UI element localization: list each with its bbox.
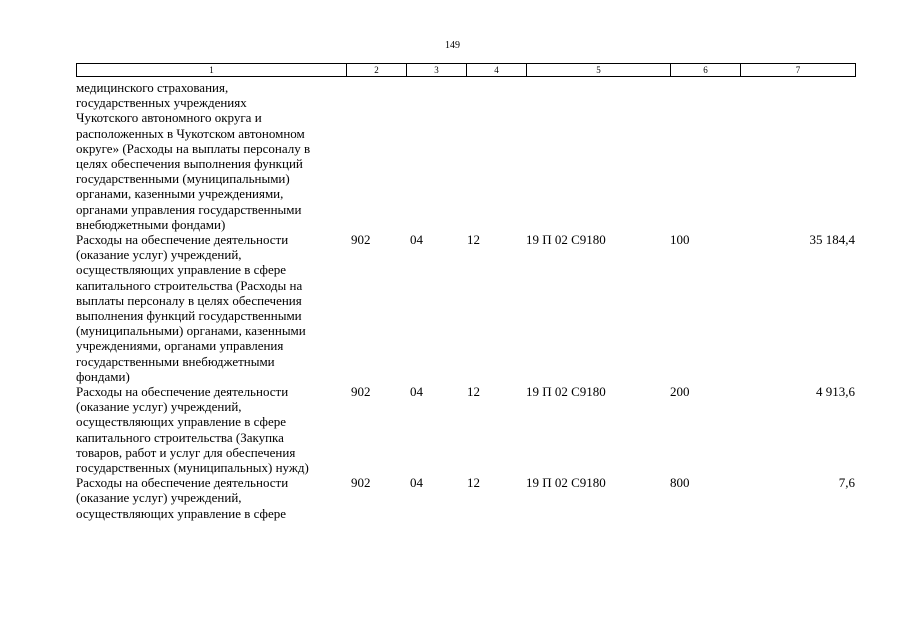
ministry-code: 902 (351, 232, 371, 248)
subsection-code: 12 (467, 475, 480, 491)
page-number: 149 (445, 40, 460, 51)
column-header-table (76, 63, 856, 77)
expense-description: Расходы на обеспечение деятельности (оказание услуг) учреждений, осуществляющих управление в сфере капитального строительства (Закупка товаров, работ и услуг для обеспечения государственных (муниципальных) нужд) (76, 384, 309, 476)
table-row (76, 384, 855, 475)
column-number-2: 2 (347, 64, 407, 77)
column-number-4: 4 (467, 64, 527, 77)
ministry-code: 902 (351, 475, 371, 491)
expense-type-code: 100 (670, 232, 690, 248)
table-body (76, 80, 855, 521)
column-number-row (77, 64, 856, 77)
amount: 7,6 (838, 475, 855, 491)
expense-type-code: 200 (670, 384, 690, 400)
amount: 4 913,6 (816, 384, 855, 400)
expense-type-code: 800 (670, 475, 690, 491)
target-article-code: 19 П 02 С9180 (526, 384, 606, 400)
target-article-code: 19 П 02 С9180 (526, 232, 606, 248)
table-row (76, 80, 855, 232)
amount: 35 184,4 (809, 232, 855, 248)
section-code: 04 (410, 384, 423, 400)
section-code: 04 (410, 475, 423, 491)
section-code: 04 (410, 232, 423, 248)
column-number-7: 7 (741, 64, 856, 77)
subsection-code: 12 (467, 384, 480, 400)
table-row (76, 475, 855, 521)
target-article-code: 19 П 02 С9180 (526, 475, 606, 491)
column-number-3: 3 (407, 64, 467, 77)
column-number-6: 6 (671, 64, 741, 77)
table-row (76, 232, 855, 384)
subsection-code: 12 (467, 232, 480, 248)
expense-description: Расходы на обеспечение деятельности (оказание услуг) учреждений, осуществляющих управление в сфере капитального строительства (Расходы на выплаты персоналу в целях обеспечения выполнения функций государственными (муниципальными) органами, казенными учреждениями, органами управления государственными внебюджетными фондами) (76, 232, 306, 384)
column-number-5: 5 (527, 64, 671, 77)
expense-description: Расходы на обеспечение деятельности (оказание услуг) учреждений, осуществляющих управление в сфере (76, 475, 289, 521)
column-number-1: 1 (77, 64, 347, 77)
ministry-code: 902 (351, 384, 371, 400)
expense-description: медицинского страхования, государственных учреждениях Чукотского автономного округа и расположенных в Чукотском автономном округе» (Расходы на выплаты персоналу в целях обеспечения выполнения функций государственными (муниципальными) органами, казенными учреждениями, органами управления государственными внебюджетными фондами) (76, 80, 311, 232)
